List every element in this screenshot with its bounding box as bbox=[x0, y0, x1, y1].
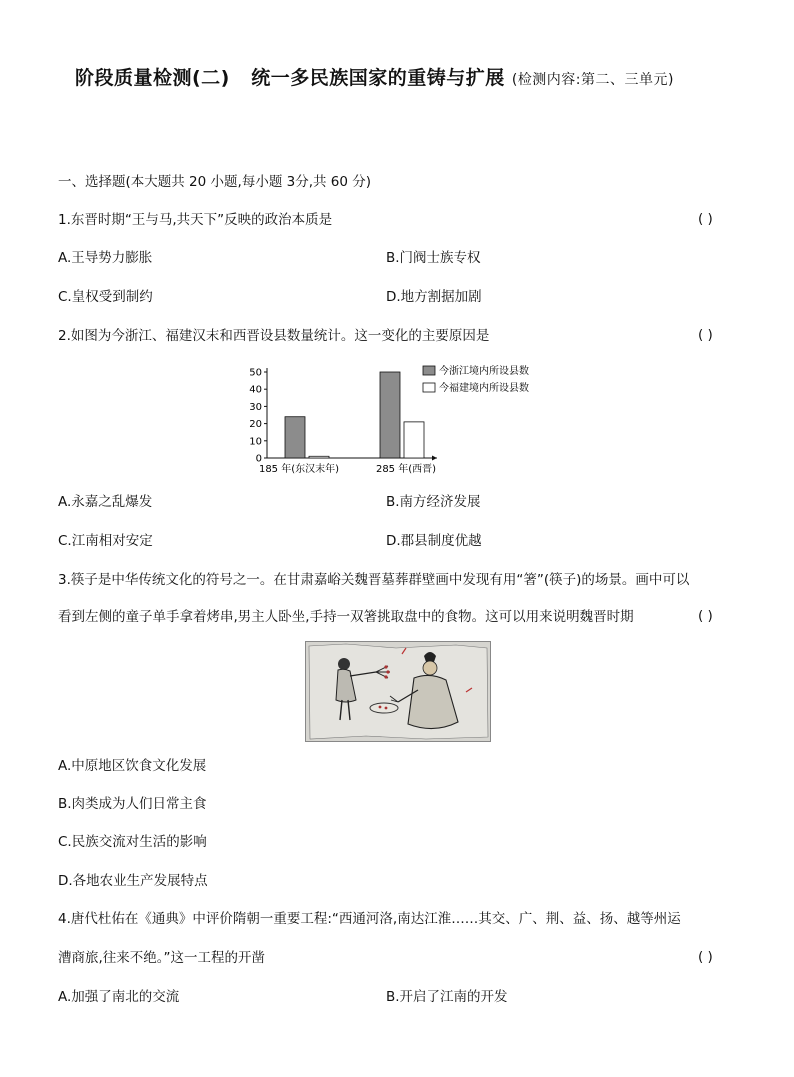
y-tick-label: 10 bbox=[249, 436, 262, 448]
y-tick-label: 20 bbox=[249, 419, 262, 431]
answer-paren: ( ) bbox=[698, 327, 713, 343]
y-tick-label: 50 bbox=[249, 367, 262, 379]
y-tick-label: 40 bbox=[249, 384, 262, 396]
bar bbox=[380, 372, 400, 458]
answer-paren: ( ) bbox=[698, 608, 713, 624]
question-2-option-a[interactable]: A.永嘉之乱爆发 bbox=[58, 494, 153, 510]
question-2-stem: 2.如图为今浙江、福建汉末和西晋设县数量统计。这一变化的主要原因是 bbox=[58, 328, 490, 344]
question-3-option-c[interactable]: C.民族交流对生活的影响 bbox=[58, 834, 207, 850]
question-3-option-d[interactable]: D.各地农业生产发展特点 bbox=[58, 873, 208, 889]
bar bbox=[285, 417, 305, 458]
page-title-subtitle: (检测内容:第二、三单元) bbox=[511, 72, 674, 88]
question-2-option-c[interactable]: C.江南相对安定 bbox=[58, 533, 153, 549]
question-3-stem-line-1: 3.筷子是中华传统文化的符号之一。在甘肃嘉峪关魏晋墓葬群壁画中发现有用“箸”(筷子)的场景。画中可以 bbox=[58, 572, 690, 588]
question-4-stem-line-2: 漕商旅,往来不绝。”这一工程的开凿 bbox=[58, 950, 266, 966]
question-3-option-a[interactable]: A.中原地区饮食文化发展 bbox=[58, 758, 207, 774]
question-1-option-d[interactable]: D.地方割据加剧 bbox=[386, 289, 482, 305]
bar-chart bbox=[245, 362, 565, 480]
y-tick-label: 0 bbox=[255, 453, 262, 465]
question-1-option-c[interactable]: C.皇权受到制约 bbox=[58, 289, 153, 305]
legend-label: 今福建境内所设县数 bbox=[439, 383, 529, 394]
question-4-option-b[interactable]: B.开启了江南的开发 bbox=[386, 989, 508, 1005]
legend-swatch bbox=[423, 366, 435, 375]
page-title-main: 阶段质量检测(二) 统一多民族国家的重铸与扩展 bbox=[75, 67, 505, 89]
question-2-option-d[interactable]: D.郡县制度优越 bbox=[386, 533, 482, 549]
question-3-option-b[interactable]: B.肉类成为人们日常主食 bbox=[58, 796, 207, 812]
mural-painting-icon bbox=[306, 642, 490, 741]
question-4-stem-line-1: 4.唐代杜佑在《通典》中评价隋朝一重要工程:“西通河洛,南达江淮……其交、广、荆、益、扬、越等州运 bbox=[58, 911, 681, 927]
page-title bbox=[75, 63, 674, 90]
question-1-stem: 1.东晋时期“王与马,共天下”反映的政治本质是 bbox=[58, 212, 333, 228]
bar bbox=[404, 422, 424, 458]
bar-chart-svg bbox=[245, 362, 565, 480]
question-1-option-b[interactable]: B.门阀士族专权 bbox=[386, 250, 481, 266]
mural-painting-image bbox=[305, 641, 491, 742]
bar bbox=[309, 456, 329, 458]
question-2-option-b[interactable]: B.南方经济发展 bbox=[386, 494, 481, 510]
question-3-stem-line-2: 看到左侧的童子单手拿着烤串,男主人卧坐,手持一双箸挑取盘中的食物。这可以用来说明魏晋时期 bbox=[58, 609, 634, 625]
x-tick-label: 285 年(西晋) bbox=[375, 464, 437, 475]
y-tick-label: 30 bbox=[249, 401, 262, 413]
legend-label: 今浙江境内所设县数 bbox=[439, 366, 529, 377]
section-heading: 一、选择题(本大题共 20 小题,每小题 3分,共 60 分) bbox=[58, 174, 372, 190]
question-1-option-a[interactable]: A.王导势力膨胀 bbox=[58, 250, 153, 266]
x-axis-arrow bbox=[432, 456, 437, 461]
answer-paren: ( ) bbox=[698, 211, 713, 227]
legend-swatch bbox=[423, 383, 435, 392]
answer-paren: ( ) bbox=[698, 949, 713, 965]
x-tick-label: 185 年(东汉末年) bbox=[258, 464, 340, 475]
question-4-option-a[interactable]: A.加强了南北的交流 bbox=[58, 989, 180, 1005]
